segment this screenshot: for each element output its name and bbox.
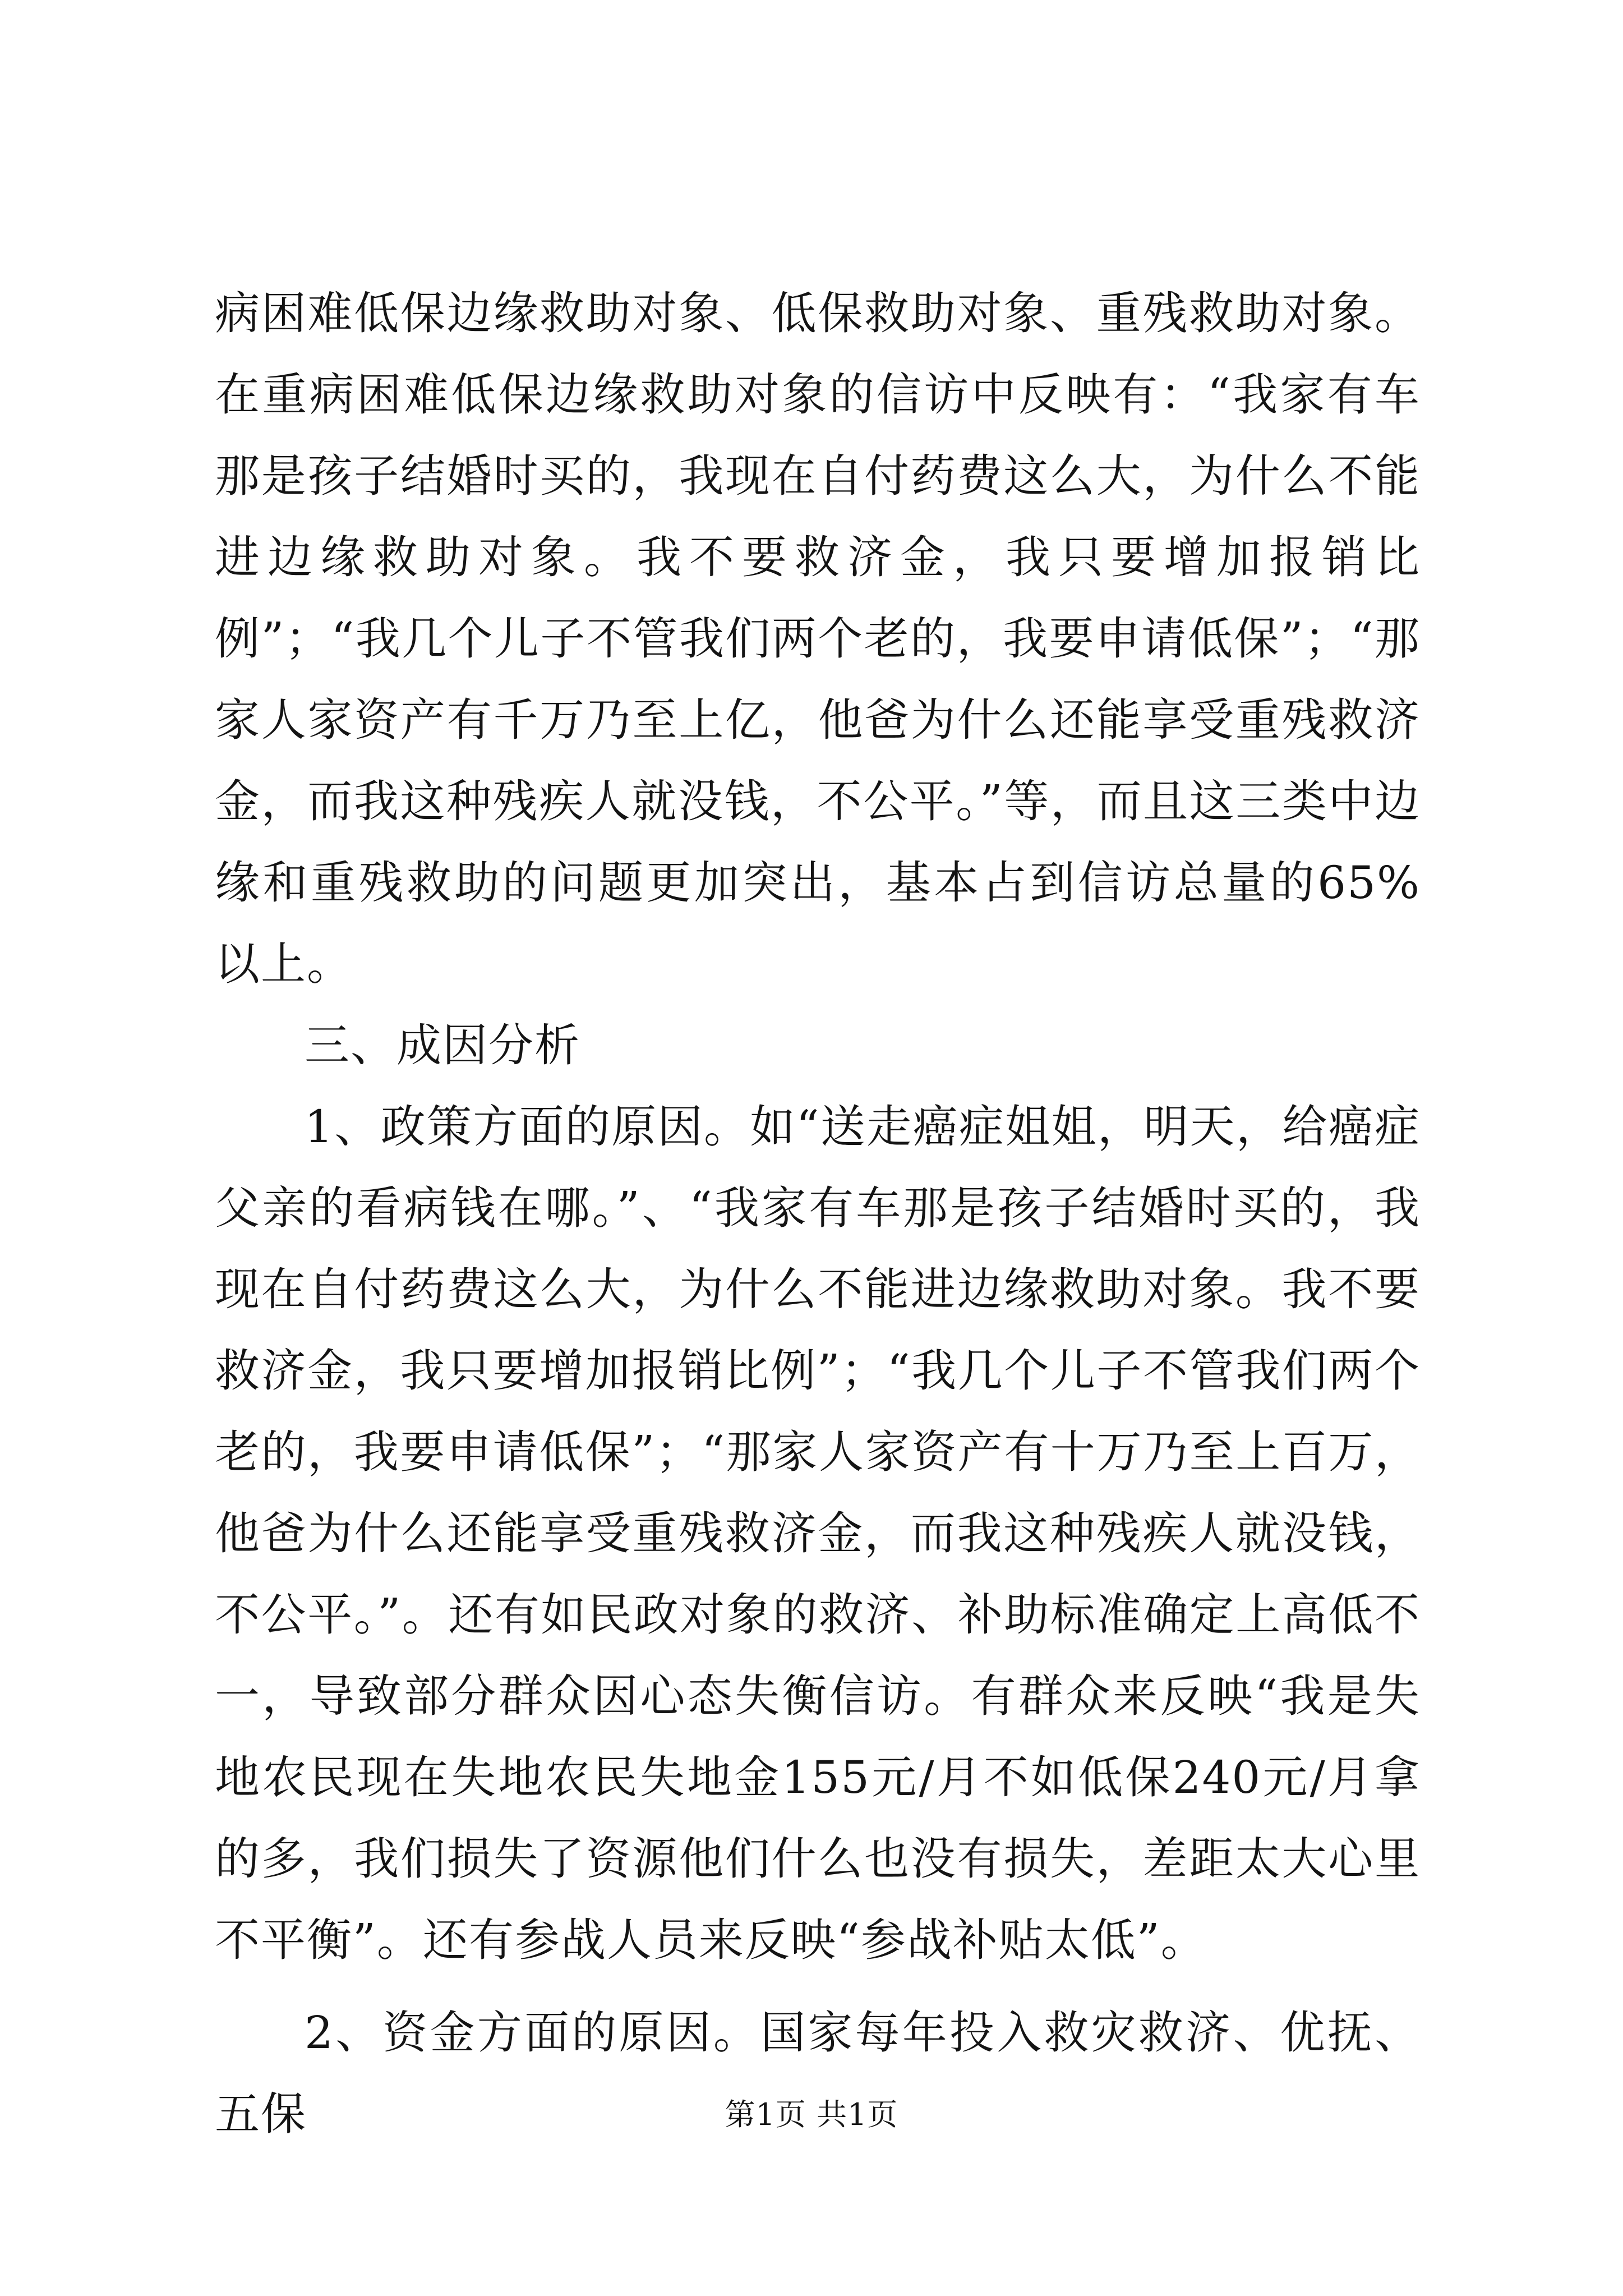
body-paragraph-funding-reasons: 2、资金方面的原因。国家每年投入救灾救济、优抚、五保 [215, 2007, 1421, 2140]
body-paragraph-continuation: 病困难低保边缘救助对象、低保救助对象、重残救助对象。在重病困难低保边缘救助对象的信访中反映有：“我家有车那是孩子结婚时买的，我现在自付药费这么大，为什么不能进边缘救助对象。我不要救济金，我只要增加报销比例”；“我几个儿子不管我们两个老的，我要申请低保”；“那家人家资产有千万乃至上亿，他爸为什么还能享受重残救济金，而我这种残疾人就没钱，不公平。”等，而且这三类中边缘和重残救助的问题更加突出，基本占到信访总量的65%以上。 [215, 287, 1421, 990]
section-heading-cause-analysis: 三、成因分析 [305, 1019, 580, 1071]
document-body [215, 273, 1421, 2155]
body-paragraph-policy-reasons: 1、政策方面的原因。如“送走癌症姐姐，明天，给癌症父亲的看病钱在哪。”、“我家有车那是孩子结婚时买的，我现在自付药费这么大，为什么不能进边缘救助对象。我不要救济金，我只要增加报销比例”；“我几个儿子不管我们两个老的，我要申请低保”；“那家人家资产有十万乃至上百万，他爸为什么还能享受重残救济金，而我这种残疾人就没钱，不公平。”。还有如民政对象的救济、补助标准确定上高低不一，导致部分群众因心态失衡信访。有群众来反映“我是失地农民现在失地农民失地金155元/月不如低保240元/月拿的多，我们损失了资源他们什么也没有损失，差距太大心里不平衡”。还有参战人员来反映“参战补贴太低”。 [215, 1101, 1421, 1966]
page-footer: 第1页 共1页 [725, 2097, 898, 2132]
